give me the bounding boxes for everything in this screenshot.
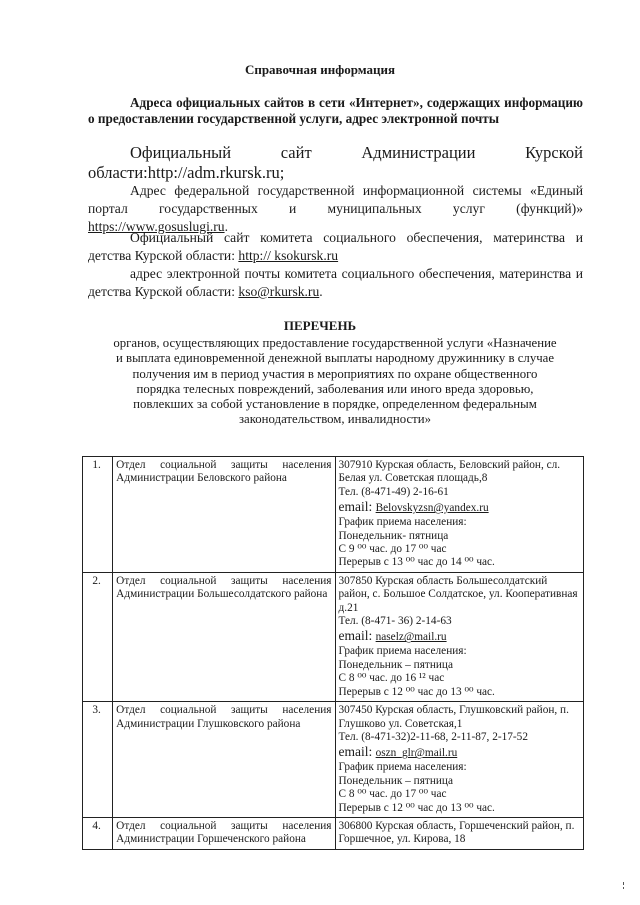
intro-heading: Адреса официальных сайтов в сети «Интернет», содержащих информацию о предоставлении государственной услуги, адрес электронной почты [88, 95, 583, 126]
list-subtitle: органов, осуществляющих предоставление государственной услуги «Назначение и выплата единовременной денежной выплаты народному дружиннику в случае получения им в период участия в мероприятиях по охране общественного порядка телесных повреждений, заболевания или иного вреда здоровью, повлекших за собой установление в порядке, определенном федеральным законодательством, инвалидности» [113, 336, 557, 427]
table-row [83, 572, 584, 701]
schedule-break: Перерыв с 12 ⁰⁰ час до 13 ⁰⁰ час. [338, 685, 495, 698]
committee-email-link[interactable]: kso@rkursk.ru [238, 284, 320, 299]
row-number: 2. [83, 572, 113, 701]
committee-site-label: Официальный сайт комитета социального обеспечения, материнства и детства Курской области: [88, 230, 583, 263]
office-name: Отдел социальной защиты населения Администрации Беловского района [113, 457, 335, 573]
row-number: 4. [83, 817, 113, 849]
office-email-link[interactable]: naselz@mail.ru [375, 631, 447, 644]
office-contacts [335, 457, 584, 573]
table-row [83, 457, 584, 573]
schedule-title: График приема населения: [338, 761, 467, 774]
office-phone: Тел. (8-471-49) 2-16-61 [338, 485, 449, 498]
row-number: 1. [83, 457, 113, 573]
office-name: Отдел социальной защиты населения Администрации Горшеченского района [113, 817, 335, 849]
schedule-days: Понедельник – пятница [338, 774, 453, 787]
schedule-break: Перерыв с 13 ⁰⁰ час до 14 ⁰⁰ час. [338, 556, 495, 569]
schedule-days: Понедельник- пятница [338, 529, 449, 542]
admin-site-link[interactable]: http://adm.rkursk.ru [147, 163, 280, 182]
office-phone: Тел. (8-471- 36) 2-14-63 [338, 615, 452, 628]
scan-speck-mark [622, 882, 626, 890]
portal-link[interactable]: https://www.gosuslugi.ru [88, 219, 225, 234]
office-email: email: Belovskyzsn@yandex.ru [338, 499, 489, 515]
admin-site-paragraph: Официальный сайт Администрации Курской области:http://adm.rkursk.ru; [88, 143, 583, 182]
table-row [83, 817, 584, 849]
schedule-title: График приема населения: [338, 645, 467, 658]
schedule-days: Понедельник – пятница [338, 658, 453, 671]
committee-site-link[interactable]: http:// ksokursk.ru [238, 248, 339, 263]
committee-email-label: адрес электронной почты комитета социального обеспечения, материнства и детства Курской области: [88, 266, 583, 299]
page-title: Справочная информация [244, 62, 396, 77]
office-contacts [335, 702, 584, 818]
office-email: email: oszn_glr@mail.ru [338, 744, 458, 760]
office-phone: Тел. (8-471-32)2-11-68, 2-11-87, 2-17-52 [338, 730, 528, 743]
schedule-hours: С 8 ⁰⁰ час. до 16 ¹² час [338, 672, 445, 685]
office-email-link[interactable]: oszn_glr@mail.ru [375, 747, 458, 760]
row-number: 3. [83, 702, 113, 818]
schedule-hours: С 8 ⁰⁰ час. до 17 ⁰⁰ час [338, 788, 447, 801]
office-address: 306800 Курская область, Горшеченский район, п. Горшечное, ул. Кирова, 18 [338, 819, 575, 846]
office-name: Отдел социальной защиты населения Администрации Глушковского района [113, 702, 335, 818]
portal-label: Адрес федеральной государственной информационной системы «Единый портал государственных и муниципальных услуг (функций)» [88, 183, 583, 216]
office-name: Отдел социальной защиты населения Администрации Большесолдатского района [113, 572, 335, 701]
schedule-break: Перерыв с 12 ⁰⁰ час до 13 ⁰⁰ час. [338, 801, 495, 814]
office-contacts [335, 572, 584, 701]
committee-site-paragraph [88, 229, 583, 265]
office-contacts [335, 817, 584, 849]
office-address: 307850 Курская область Большесолдатский район, с. Большое Солдатское, ул. Кооперативная д.21 [338, 574, 578, 614]
schedule-title: График приема населения: [338, 516, 467, 529]
admin-site-label: Официальный сайт Администрации Курской области: [88, 143, 583, 182]
office-email-link[interactable]: Belovskyzsn@yandex.ru [375, 502, 489, 515]
committee-email-paragraph: адрес электронной почты комитета социального обеспечения, материнства и детства Курской области: kso@rkursk.ru. [88, 266, 583, 299]
office-address: 307910 Курская область, Беловский район, сл. Белая ул. Советская площадь,8 [338, 459, 561, 485]
office-address: 307450 Курская область, Глушковский район, п. Глушково ул. Советская,1 [338, 704, 569, 730]
list-title: ПЕРЕЧЕНЬ [283, 318, 357, 333]
offices-table [82, 456, 584, 850]
office-email: email: naselz@mail.ru [338, 628, 447, 644]
table-row [83, 702, 584, 818]
schedule-hours: С 9 ⁰⁰ час. до 17 ⁰⁰ час [338, 543, 447, 556]
portal-paragraph: Адрес федеральной государственной информационной системы «Единый портал государственных и муниципальных услуг (функций)» https://www.gosuslugi.ru. [88, 183, 583, 234]
